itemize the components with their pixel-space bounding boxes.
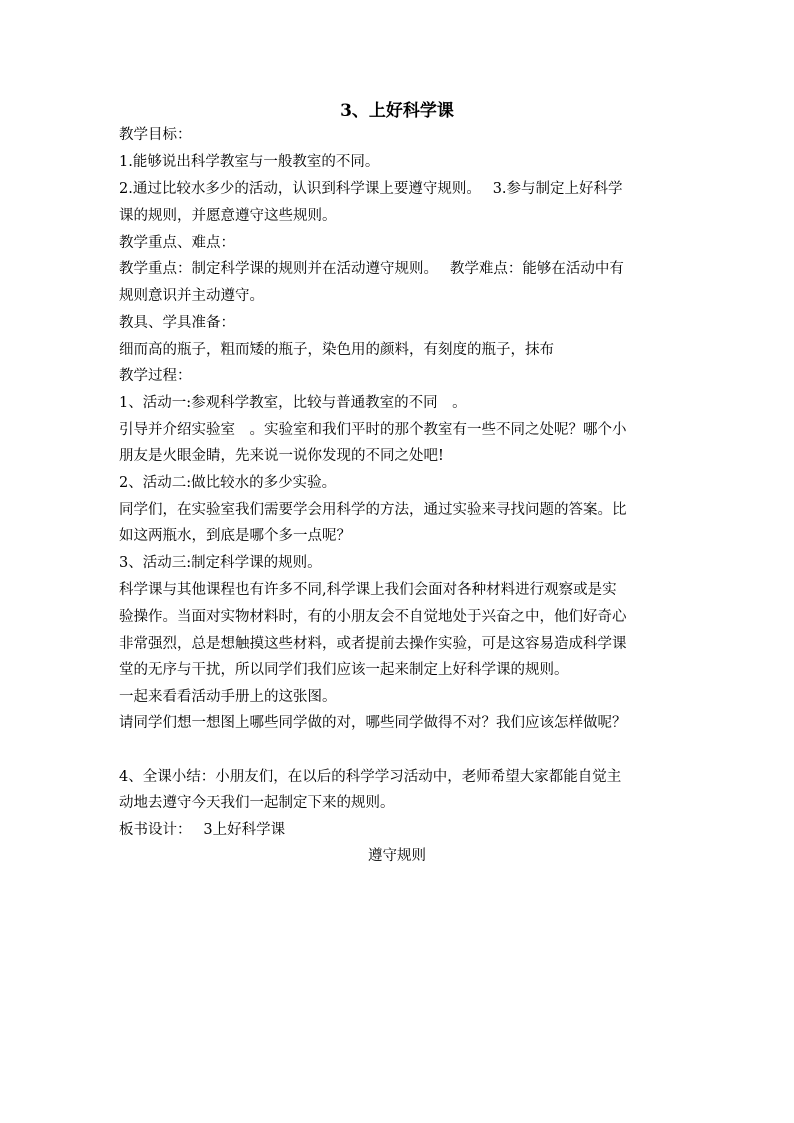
objective-2-3: 2.通过比较水多少的活动，认识到科学课上要遵守规则。 3.参与制定上好科学 (119, 181, 623, 197)
section-heading-process: 教学过程： (119, 368, 192, 384)
activity-3-text-line-3: 非常强烈，总是想触摸这些材料，或者提前去操作实验，可是这容易造成科学课 (119, 636, 627, 652)
activity-3-heading: 3、活动三:制定科学课的规则。 (119, 555, 322, 571)
activity-1-text-line-2: 朋友是火眼金睛，先来说一说你发现的不同之处吧! (119, 448, 444, 464)
objective-3-continued: 课的规则，并愿意遵守这些规则。 (119, 208, 337, 224)
activity-3-text-line-4: 堂的无序与干扰，所以同学们我们应该一起来制定上好科学课的规则。 (119, 662, 569, 678)
activity-2-heading: 2、活动二:做比较水的多少实验。 (119, 475, 337, 491)
materials-list: 细而高的瓶子，粗而矮的瓶子，染色用的颜料，有刻度的瓶子，抹布 (119, 342, 554, 358)
key-points-line-2: 规则意识并主动遵守。 (119, 288, 264, 304)
section-heading-key-points: 教学重点、难点： (119, 235, 235, 251)
summary-line-2: 动地去遵守今天我们一起制定下来的规则。 (119, 795, 395, 811)
activity-3-text-line-5: 一起来看看活动手册上的这张图。 (119, 689, 337, 705)
board-design-rule: 遵守规则 (368, 848, 426, 864)
activity-2-text-line-1: 同学们，在实验室我们需要学会用科学的方法，通过实验来寻找问题的答案。比 (119, 502, 627, 518)
activity-3-text-line-6: 请同学们想一想图上哪些同学做的对，哪些同学做得不对？我们应该怎样做呢？ (119, 715, 627, 731)
section-heading-materials: 教具、学具准备： (119, 315, 235, 331)
activity-1-heading: 1、活动一:参观科学教室，比较与普通教室的不同 。 (119, 395, 467, 411)
activity-1-text-line-1: 引导并介绍实验室 。实验室和我们平时的那个教室有一些不同之处呢？哪个小 (119, 422, 627, 438)
summary-line-1: 4、全课小结：小朋友们，在以后的科学学习活动中，老师希望大家都能自觉主 (119, 769, 622, 785)
objective-1: 1.能够说出科学教室与一般教室的不同。 (119, 154, 380, 170)
key-points-line-1: 教学重点：制定科学课的规则并在活动遵守规则。 教学难点：能够在活动中有 (119, 261, 624, 277)
section-heading-objectives: 教学目标： (119, 127, 192, 143)
activity-3-text-line-2: 验操作。当面对实物材料时，有的小朋友会不自觉地处于兴奋之中，他们好奇心 (119, 609, 627, 625)
activity-3-text-line-1: 科学课与其他课程也有许多不同,科学课上我们会面对各种材料进行观察或是实 (119, 582, 617, 598)
document-title: 3、上好科学课 (340, 101, 454, 121)
board-design-heading: 板书设计： 3上好科学课 (119, 822, 286, 838)
activity-2-text-line-2: 如这两瓶水，到底是哪个多一点呢？ (119, 528, 351, 544)
